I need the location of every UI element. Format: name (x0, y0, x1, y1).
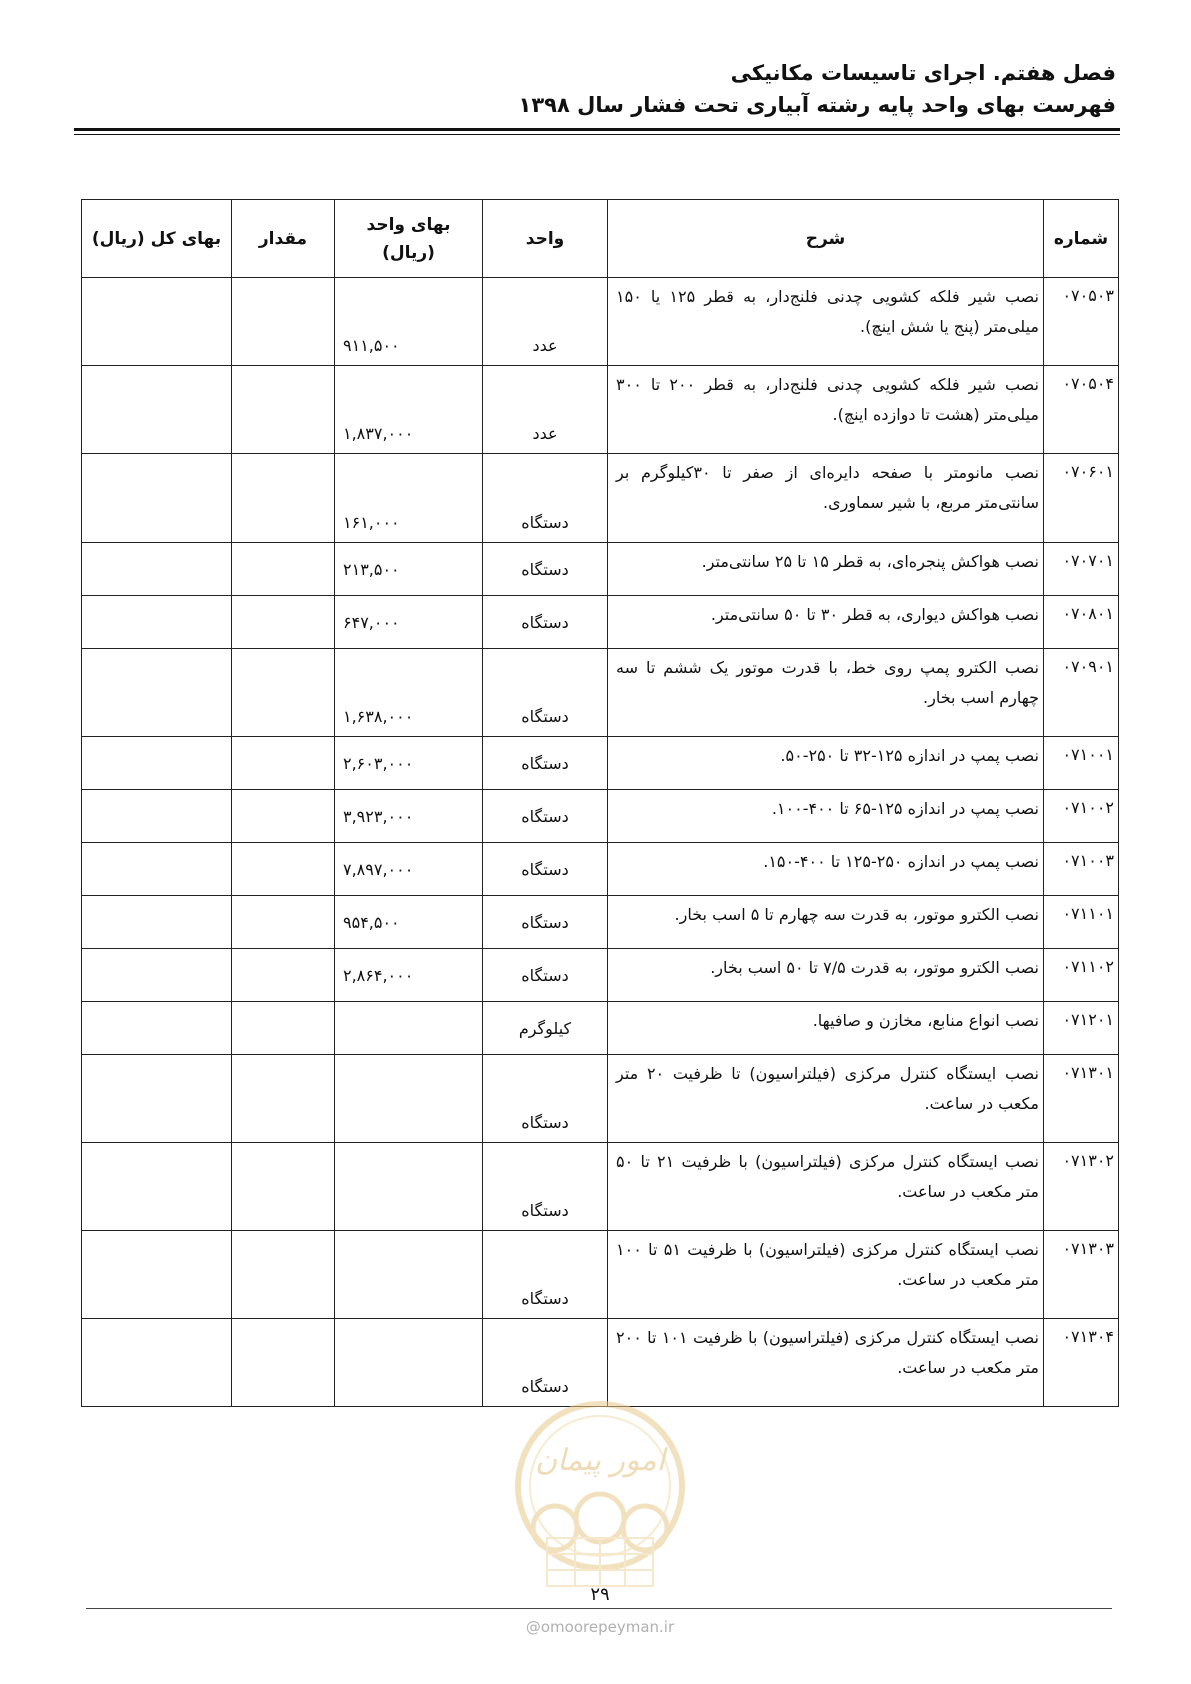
table-row (82, 896, 1119, 949)
row-unit: دستگاه (483, 737, 608, 790)
row-unit-price: ۹۱۱,۵۰۰ (335, 278, 483, 366)
row-unit-price: ۳,۹۲۳,۰۰۰ (335, 790, 483, 843)
table-row (82, 843, 1119, 896)
row-quantity (232, 1055, 335, 1143)
row-description: نصب شیر فلکه کشویی چدنی فلنج‌دار، به قطر ۱۲۵ یا ۱۵۰ میلی‌متر (پنج یا شش اینچ). (608, 278, 1044, 366)
row-description: نصب مانومتر با صفحه دایره‌ای از صفر تا ۳۰کیلوگرم بر سانتی‌متر مربع، با شیر سماوری. (608, 454, 1044, 543)
header-divider-thin (74, 134, 1120, 135)
row-total (82, 790, 232, 843)
row-total (82, 896, 232, 949)
row-code: ۰۷۱۰۰۳ (1044, 843, 1119, 896)
row-unit-price: ۲,۸۶۴,۰۰۰ (335, 949, 483, 1002)
row-total (82, 543, 232, 596)
table-row (82, 949, 1119, 1002)
row-code: ۰۷۱۲۰۱ (1044, 1002, 1119, 1055)
table-row (82, 1319, 1119, 1407)
unit-price-label: بهای واحد (366, 214, 451, 235)
row-unit-price (335, 1055, 483, 1143)
row-unit-price: ۱۶۱,۰۰۰ (335, 454, 483, 543)
row-code: ۰۷۰۹۰۱ (1044, 649, 1119, 737)
row-code: ۰۷۱۳۰۳ (1044, 1231, 1119, 1319)
row-description: نصب پمپ در اندازه ۱۲۵-۳۲ تا ۲۵۰-۵۰. (608, 737, 1044, 790)
row-quantity (232, 1231, 335, 1319)
row-unit-price (335, 1143, 483, 1231)
row-code: ۰۷۱۰۰۲ (1044, 790, 1119, 843)
row-description: نصب انواع منابع، مخازن و صافیها. (608, 1002, 1044, 1055)
row-unit: دستگاه (483, 843, 608, 896)
row-description: نصب پمپ در اندازه ۱۲۵-۶۵ تا ۴۰۰-۱۰۰. (608, 790, 1044, 843)
row-total (82, 1231, 232, 1319)
row-unit: کیلوگرم (483, 1002, 608, 1055)
row-code: ۰۷۱۳۰۴ (1044, 1319, 1119, 1407)
row-total (82, 1002, 232, 1055)
row-total (82, 737, 232, 790)
row-description: نصب الکترو موتور، به قدرت ۷/۵ تا ۵۰ اسب بخار. (608, 949, 1044, 1002)
page-number: ۲۹ (590, 1584, 610, 1605)
price-list-table (81, 199, 1119, 1407)
row-total (82, 596, 232, 649)
table-row (82, 1143, 1119, 1231)
header-divider-thick (74, 128, 1120, 131)
column-header-code: شماره (1044, 200, 1119, 278)
row-quantity (232, 1143, 335, 1231)
row-unit: دستگاه (483, 1319, 608, 1407)
row-description: نصب هواکش دیواری، به قطر ۳۰ تا ۵۰ سانتی‌متر. (608, 596, 1044, 649)
row-quantity (232, 1319, 335, 1407)
row-unit: دستگاه (483, 1055, 608, 1143)
row-unit-price (335, 1319, 483, 1407)
table-row (82, 596, 1119, 649)
column-header-unit: واحد (483, 200, 608, 278)
row-unit-price (335, 1231, 483, 1319)
column-header-quantity: مقدار (232, 200, 335, 278)
list-title: فهرست بهای واحد پایه رشته آبیاری تحت فشار سال ۱۳۹۸ (518, 93, 1116, 117)
row-description: نصب هواکش پنجره‌ای، به قطر ۱۵ تا ۲۵ سانتی‌متر. (608, 543, 1044, 596)
row-quantity (232, 366, 335, 454)
site-handle: @omoorepeyman.ir (525, 1618, 675, 1636)
column-header-total: بهای کل (ریال) (82, 200, 232, 278)
row-unit: دستگاه (483, 649, 608, 737)
row-unit: دستگاه (483, 1143, 608, 1231)
table-row (82, 543, 1119, 596)
row-unit: دستگاه (483, 949, 608, 1002)
row-quantity (232, 649, 335, 737)
row-description: نصب ایستگاه کنترل مرکزی (فیلتراسیون) تا ظرفیت ۲۰ متر مکعب در ساعت. (608, 1055, 1044, 1143)
row-unit: دستگاه (483, 790, 608, 843)
column-header-description: شرح (608, 200, 1044, 278)
row-unit: دستگاه (483, 454, 608, 543)
chapter-title: فصل هفتم. اجرای تاسیسات مکانیکی (730, 61, 1116, 85)
table-row (82, 790, 1119, 843)
row-quantity (232, 543, 335, 596)
table-row (82, 737, 1119, 790)
row-description: نصب الکترو موتور، به قدرت سه چهارم تا ۵ اسب بخار. (608, 896, 1044, 949)
table-row (82, 278, 1119, 366)
column-header-unit-price (335, 200, 483, 278)
row-total (82, 1319, 232, 1407)
footer-divider (86, 1608, 1112, 1609)
row-code: ۰۷۰۵۰۳ (1044, 278, 1119, 366)
row-unit-price: ۲۱۳,۵۰۰ (335, 543, 483, 596)
publisher-seal-watermark (505, 1398, 695, 1598)
row-quantity (232, 278, 335, 366)
page-header (71, 58, 1116, 120)
row-unit: دستگاه (483, 1231, 608, 1319)
row-unit: دستگاه (483, 596, 608, 649)
row-total (82, 454, 232, 543)
row-total (82, 843, 232, 896)
row-unit-price: ۶۴۷,۰۰۰ (335, 596, 483, 649)
row-quantity (232, 1002, 335, 1055)
row-quantity (232, 843, 335, 896)
row-total (82, 278, 232, 366)
unit-price-currency: (ریال) (382, 242, 435, 263)
row-code: ۰۷۱۱۰۲ (1044, 949, 1119, 1002)
row-quantity (232, 737, 335, 790)
table-row (82, 1231, 1119, 1319)
row-quantity (232, 896, 335, 949)
row-description: نصب ایستگاه کنترل مرکزی (فیلتراسیون) با ظرفیت ۲۱ تا ۵۰ متر مکعب در ساعت. (608, 1143, 1044, 1231)
row-code: ۰۷۰۷۰۱ (1044, 543, 1119, 596)
row-unit: عدد (483, 366, 608, 454)
row-unit: دستگاه (483, 896, 608, 949)
row-quantity (232, 790, 335, 843)
table-header-row (82, 200, 1119, 278)
row-description: نصب پمپ در اندازه ۲۵۰-۱۲۵ تا ۴۰۰-۱۵۰. (608, 843, 1044, 896)
row-description: نصب شیر فلکه کشویی چدنی فلنج‌دار، به قطر ۲۰۰ تا ۳۰۰ میلی‌متر (هشت تا دوازده اینچ). (608, 366, 1044, 454)
row-total (82, 1143, 232, 1231)
row-unit-price: ۲,۶۰۳,۰۰۰ (335, 737, 483, 790)
row-total (82, 649, 232, 737)
row-code: ۰۷۰۶۰۱ (1044, 454, 1119, 543)
row-code: ۰۷۰۵۰۴ (1044, 366, 1119, 454)
row-code: ۰۷۱۰۰۱ (1044, 737, 1119, 790)
row-quantity (232, 949, 335, 1002)
row-total (82, 1055, 232, 1143)
row-quantity (232, 596, 335, 649)
table-row (82, 454, 1119, 543)
svg-text:امور پیمان: امور پیمان (535, 1443, 665, 1478)
table-row (82, 649, 1119, 737)
table-row (82, 1002, 1119, 1055)
row-code: ۰۷۱۳۰۱ (1044, 1055, 1119, 1143)
table-row (82, 366, 1119, 454)
row-description: نصب ایستگاه کنترل مرکزی (فیلتراسیون) با ظرفیت ۱۰۱ تا ۲۰۰ متر مکعب در ساعت. (608, 1319, 1044, 1407)
row-unit: دستگاه (483, 543, 608, 596)
row-unit-price: ۱,۸۳۷,۰۰۰ (335, 366, 483, 454)
row-code: ۰۷۰۸۰۱ (1044, 596, 1119, 649)
row-quantity (232, 454, 335, 543)
row-code: ۰۷۱۳۰۲ (1044, 1143, 1119, 1231)
row-code: ۰۷۱۱۰۱ (1044, 896, 1119, 949)
table-row (82, 1055, 1119, 1143)
row-total (82, 949, 232, 1002)
row-total (82, 366, 232, 454)
row-unit-price: ۷,۸۹۷,۰۰۰ (335, 843, 483, 896)
row-unit-price (335, 1002, 483, 1055)
row-unit-price: ۹۵۴,۵۰۰ (335, 896, 483, 949)
row-unit: عدد (483, 278, 608, 366)
row-unit-price: ۱,۶۳۸,۰۰۰ (335, 649, 483, 737)
row-description: نصب ایستگاه کنترل مرکزی (فیلتراسیون) با ظرفیت ۵۱ تا ۱۰۰ متر مکعب در ساعت. (608, 1231, 1044, 1319)
row-description: نصب الکترو پمپ روی خط، با قدرت موتور یک ششم تا سه چهارم اسب بخار. (608, 649, 1044, 737)
